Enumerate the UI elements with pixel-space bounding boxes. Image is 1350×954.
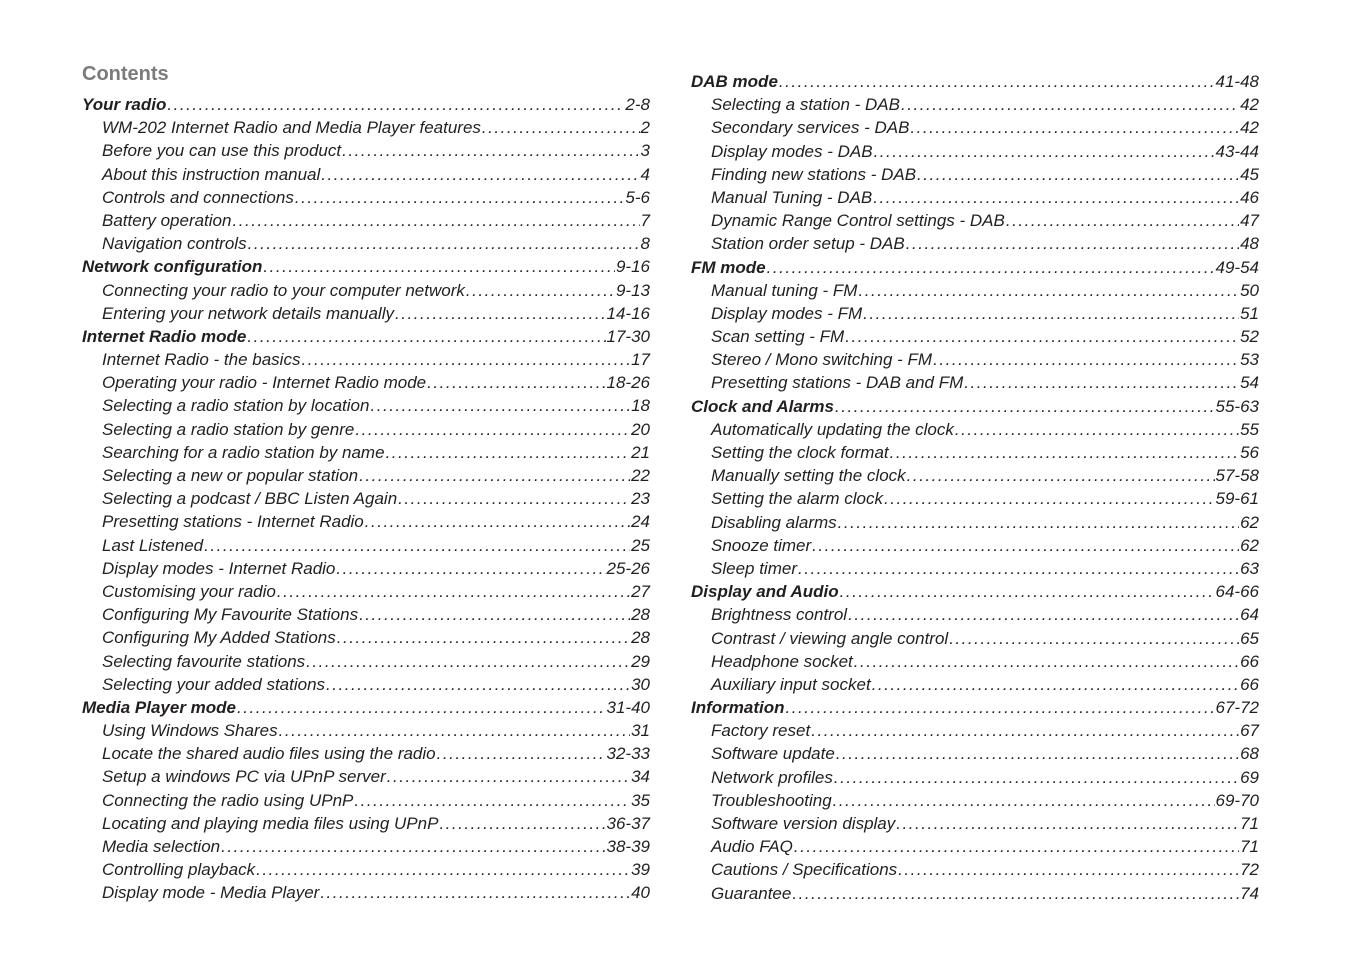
toc-entry-title: Information (691, 698, 785, 718)
toc-page-number: 38-39 (606, 837, 650, 856)
toc-entry-title: Media Player mode (82, 697, 237, 717)
toc-leader-dots (779, 70, 1215, 93)
toc-leader-dots (836, 742, 1239, 765)
toc-entry[interactable] (82, 742, 650, 765)
toc-leader-dots (786, 696, 1215, 719)
toc-entry-title: About this instruction manual (102, 164, 321, 184)
toc-entry[interactable] (82, 394, 650, 417)
toc-leader-dots (247, 325, 605, 348)
toc-page-number: 74 (1240, 883, 1259, 903)
toc-page-number: 66 (1240, 651, 1259, 671)
toc-section-entry[interactable] (691, 256, 1259, 279)
toc-entry[interactable] (82, 139, 650, 162)
toc-entry[interactable] (82, 163, 650, 186)
toc-entry-title: Guarantee (711, 883, 792, 903)
toc-entry-title: Entering your network details manually (102, 303, 394, 323)
toc-section-entry[interactable] (82, 696, 650, 719)
toc-entry[interactable] (691, 348, 1259, 371)
toc-entry-title: Cautions / Specifications (711, 860, 898, 880)
toc-leader-dots (295, 186, 625, 209)
toc-entry-title: Selecting a radio station by location (102, 396, 370, 416)
toc-leader-dots (326, 673, 630, 696)
toc-leader-dots (359, 603, 630, 626)
toc-entry[interactable] (691, 627, 1259, 650)
toc-entry[interactable] (691, 650, 1259, 673)
toc-page-number: 64 (1240, 605, 1259, 625)
toc-leader-dots (964, 371, 1239, 394)
toc-leader-dots (767, 256, 1215, 279)
toc-leader-dots (277, 580, 630, 603)
toc-leader-dots (359, 464, 630, 487)
toc-entry[interactable] (82, 603, 650, 626)
toc-entry[interactable] (691, 279, 1259, 302)
toc-page-number: 47 (1240, 211, 1259, 231)
toc-entry-title: Searching for a radio station by name (102, 442, 385, 462)
toc-entry-title: Setting the alarm clock (711, 489, 883, 509)
toc-entry[interactable] (82, 186, 650, 209)
toc-page-number: 67 (1240, 721, 1259, 741)
toc-page-number: 62 (1240, 512, 1259, 532)
toc-entry-title: Locating and playing media files using UPnP (102, 813, 439, 833)
toc-page-number: 5-6 (625, 187, 650, 207)
toc-leader-dots (840, 580, 1215, 603)
toc-page-number: 42 (1240, 95, 1259, 115)
toc-leader-dots (901, 93, 1239, 116)
toc-entry[interactable] (82, 348, 650, 371)
toc-entry-title: Configuring My Favourite Stations (102, 605, 359, 625)
toc-entry[interactable] (82, 719, 650, 742)
page-title: Contents (82, 63, 169, 85)
toc-leader-dots (398, 487, 630, 510)
toc-entry-title: Sleep timer (711, 558, 797, 578)
toc-page-number: 67-72 (1215, 698, 1259, 718)
toc-entry[interactable] (691, 789, 1259, 812)
toc-leader-dots (933, 348, 1239, 371)
toc-leader-dots (279, 719, 630, 742)
toc-page-number: 55-63 (1215, 396, 1259, 416)
toc-page-number: 62 (1240, 535, 1259, 555)
toc-entry[interactable] (82, 858, 650, 881)
toc-page-number: 27 (631, 581, 650, 601)
toc-entry-title: Your radio (82, 95, 167, 114)
toc-entry-title: FM mode (691, 257, 766, 277)
toc-entry-title: Presetting stations - DAB and FM (711, 373, 964, 393)
toc-entry[interactable] (691, 186, 1259, 209)
toc-page-number: 25-26 (606, 558, 650, 578)
toc-entry-title: Software version display (711, 814, 896, 833)
toc-entry[interactable] (691, 418, 1259, 441)
toc-page-number: 14-16 (606, 303, 650, 323)
toc-entry-title: Snooze timer (711, 535, 812, 555)
toc-entry-title: Finding new stations - DAB (711, 164, 917, 184)
toc-leader-dots (798, 557, 1239, 580)
toc-page-number: 31-40 (606, 697, 650, 717)
toc-entry[interactable] (691, 464, 1259, 487)
toc-entry-title: Selecting a new or popular station (102, 466, 359, 485)
toc-entry-title: Internet Radio - the basics (102, 350, 301, 370)
toc-entry-title: Selecting a station - DAB (711, 95, 900, 115)
toc-entry[interactable] (691, 325, 1259, 348)
toc-entry[interactable] (691, 441, 1259, 464)
toc-leader-dots (838, 511, 1239, 534)
toc-entry-title: Automatically updating the clock (711, 419, 954, 439)
toc-page-number: 46 (1240, 187, 1259, 207)
toc-page-number: 56 (1240, 443, 1259, 462)
toc-leader-dots (342, 139, 639, 162)
toc-page-number: 8 (640, 234, 650, 254)
toc-entry[interactable] (82, 510, 650, 533)
toc-section-entry[interactable] (691, 696, 1259, 719)
toc-leader-dots (949, 627, 1239, 650)
toc-entry[interactable] (691, 742, 1259, 765)
toc-page-number: 18 (631, 396, 650, 416)
toc-entry[interactable] (82, 812, 650, 835)
toc-entry-title: Last Listened (102, 535, 204, 555)
toc-entry[interactable] (691, 163, 1259, 186)
toc-entry-title: Stereo / Mono switching - FM (711, 350, 933, 370)
toc-entry[interactable] (82, 487, 650, 510)
toc-leader-dots (872, 673, 1239, 696)
toc-entry-title: Display modes - Internet Radio (102, 558, 336, 578)
toc-page-number: 28 (631, 628, 650, 648)
toc-page-number: 54 (1240, 373, 1259, 393)
toc-page-number: 69-70 (1215, 790, 1259, 810)
toc-leader-dots (321, 163, 639, 186)
toc-section-entry[interactable] (82, 255, 650, 278)
toc-page-number: 40 (631, 883, 650, 903)
toc-section-entry[interactable] (82, 325, 650, 348)
toc-entry[interactable] (82, 302, 650, 325)
toc-leader-dots (232, 209, 639, 232)
toc-entry-title: Navigation controls (102, 234, 247, 254)
toc-leader-dots (466, 279, 615, 302)
toc-entry-title: Connecting your radio to your computer network (102, 280, 465, 300)
toc-page-number: 9-16 (615, 257, 650, 277)
toc-page-number: 57-58 (1215, 466, 1259, 486)
toc-entry-title: Connecting the radio using UPnP (102, 790, 354, 810)
toc-leader-dots (833, 789, 1215, 812)
toc-section-entry[interactable] (691, 395, 1259, 418)
toc-leader-dots (792, 882, 1239, 905)
toc-leader-dots (854, 650, 1239, 673)
toc-entry-title: Disabling alarms (711, 512, 837, 532)
toc-entry-title: Selecting your added stations (102, 674, 326, 694)
toc-page-number: 7 (640, 210, 650, 230)
toc-page-number: 36-37 (606, 813, 650, 833)
toc-page-number: 53 (1240, 350, 1259, 370)
toc-entry[interactable] (691, 766, 1259, 789)
toc-page-number: 32-33 (606, 744, 650, 764)
toc-entry-title: Configuring My Added Stations (102, 628, 336, 648)
toc-column-left (82, 93, 650, 905)
toc-page-number: 21 (631, 442, 650, 462)
toc-entry[interactable] (82, 673, 650, 696)
toc-page-number: 68 (1240, 744, 1259, 764)
toc-entry[interactable] (82, 789, 650, 812)
toc-entry[interactable] (82, 534, 650, 557)
toc-leader-dots (835, 395, 1215, 418)
toc-leader-dots (427, 371, 605, 394)
toc-page-number: 17 (631, 350, 650, 370)
toc-page-number: 50 (1240, 280, 1259, 300)
toc-entry-title: Clock and Alarms (691, 396, 834, 416)
toc-page-number: 63 (1240, 558, 1259, 578)
toc-entry[interactable] (691, 302, 1259, 325)
toc-entry-title: Using Windows Shares (102, 721, 278, 741)
toc-entry[interactable] (691, 858, 1259, 881)
toc-page-number: 9-13 (615, 280, 650, 300)
toc-entry[interactable] (82, 835, 650, 858)
toc-entry[interactable] (691, 487, 1259, 510)
toc-leader-dots (301, 348, 630, 371)
toc-section-entry[interactable] (691, 70, 1259, 93)
toc-page-number: 43-44 (1215, 141, 1259, 161)
toc-page-number: 31 (631, 721, 650, 741)
toc-page-number: 22 (631, 466, 650, 485)
toc-entry[interactable] (691, 140, 1259, 163)
toc-page-number: 72 (1240, 860, 1259, 880)
toc-entry-title: Station order setup - DAB (711, 234, 905, 254)
toc-entry-title: Display mode - Media Player (102, 883, 320, 903)
toc-leader-dots (320, 881, 630, 904)
toc-leader-dots (386, 441, 631, 464)
toc-leader-dots (395, 302, 606, 325)
toc-leader-dots (354, 789, 630, 812)
toc-page-number: 23 (631, 489, 650, 509)
toc-entry-title: Setup a windows PC via UPnP server (102, 767, 386, 787)
toc-page-number: 30 (631, 674, 650, 694)
toc-entry[interactable] (691, 232, 1259, 255)
toc-page-number: 49-54 (1215, 257, 1259, 277)
toc-page-number: 34 (631, 767, 650, 787)
toc-entry-title: Factory reset (711, 721, 811, 741)
toc-page-number: 65 (1240, 628, 1259, 648)
toc-entry-title: Display modes - DAB (711, 141, 873, 161)
toc-entry[interactable] (82, 441, 650, 464)
toc-leader-dots (370, 394, 630, 417)
toc-page-number: 2 (640, 118, 650, 138)
toc-leader-dots (248, 232, 640, 255)
toc-entry-title: Selecting favourite stations (102, 651, 306, 671)
toc-leader-dots (237, 696, 606, 719)
toc-entry[interactable] (82, 371, 650, 394)
toc-page-number: 25 (631, 535, 650, 555)
toc-entry-title: Network profiles (711, 767, 833, 787)
toc-entry[interactable] (82, 626, 650, 649)
toc-leader-dots (204, 534, 630, 557)
toc-entry[interactable] (691, 673, 1259, 696)
toc-entry[interactable] (691, 812, 1259, 835)
toc-section-entry[interactable] (82, 93, 650, 116)
toc-entry[interactable] (82, 881, 650, 904)
toc-page-number: 55 (1240, 419, 1259, 439)
toc-leader-dots (811, 719, 1239, 742)
toc-leader-dots (439, 812, 605, 835)
toc-entry-title: Brightness control (711, 605, 848, 625)
toc-entry-title: Manual tuning - FM (711, 280, 858, 300)
toc-leader-dots (482, 116, 640, 139)
toc-page-number: 59-61 (1215, 489, 1259, 509)
toc-leader-dots (437, 742, 606, 765)
toc-page-number: 71 (1240, 837, 1259, 857)
toc-entry[interactable] (691, 209, 1259, 232)
toc-page-number: 51 (1240, 303, 1259, 323)
toc-entry[interactable] (82, 650, 650, 673)
toc-leader-dots (834, 766, 1239, 789)
toc-leader-dots (884, 487, 1215, 510)
toc-leader-dots (910, 116, 1239, 139)
toc-entry[interactable] (691, 719, 1259, 742)
toc-entry-title: Secondary services - DAB (711, 118, 910, 138)
toc-leader-dots (873, 186, 1239, 209)
toc-entry-title: Auxiliary input socket (711, 674, 871, 694)
toc-leader-dots (306, 650, 630, 673)
toc-entry-title: Display and Audio (691, 582, 839, 602)
toc-entry[interactable] (82, 580, 650, 603)
toc-entry-title: Display modes - FM (711, 303, 863, 323)
toc-leader-dots (898, 858, 1239, 881)
toc-page-number: 18-26 (606, 373, 650, 393)
toc-leader-dots (906, 232, 1239, 255)
toc-page-number: 52 (1240, 327, 1259, 347)
toc-entry[interactable] (691, 557, 1259, 580)
toc-entry[interactable] (691, 371, 1259, 394)
toc-entry[interactable] (82, 557, 650, 580)
toc-entry[interactable] (691, 534, 1259, 557)
toc-entry-title: Scan setting - FM (711, 327, 845, 347)
toc-leader-dots (336, 557, 605, 580)
toc-entry-title: Media selection (102, 837, 221, 856)
toc-entry-title: Internet Radio mode (82, 326, 247, 346)
toc-page-number: 29 (631, 651, 650, 671)
toc-entry-title: Before you can use this product (102, 141, 342, 161)
toc-leader-dots (365, 510, 630, 533)
toc-entry[interactable] (691, 835, 1259, 858)
toc-page-number: 41-48 (1215, 72, 1259, 91)
toc-page-number: 39 (631, 860, 650, 880)
toc-leader-dots (263, 255, 615, 278)
toc-section-entry[interactable] (691, 580, 1259, 603)
toc-page-number: 48 (1240, 234, 1259, 254)
toc-entry-title: Controls and connections (102, 187, 294, 207)
toc-page-number: 20 (631, 419, 650, 439)
toc-entry[interactable] (82, 232, 650, 255)
toc-entry[interactable] (691, 603, 1259, 626)
toc-page-number: 2-8 (625, 95, 650, 114)
toc-entry[interactable] (82, 209, 650, 232)
toc-leader-dots (890, 441, 1239, 464)
toc-column-right (691, 70, 1259, 905)
toc-page-number: 45 (1240, 164, 1259, 184)
toc-page-number: 4 (640, 164, 650, 184)
toc-page-number: 28 (631, 605, 650, 625)
toc-leader-dots (794, 835, 1239, 858)
toc-leader-dots (858, 279, 1239, 302)
toc-entry-title: Selecting a radio station by genre (102, 419, 355, 439)
toc-leader-dots (874, 140, 1215, 163)
toc-entry-title: Battery operation (102, 210, 232, 230)
toc-leader-dots (907, 464, 1215, 487)
toc-page-number: 17-30 (606, 326, 650, 346)
toc-leader-dots (387, 765, 630, 788)
toc-page-number: 69 (1240, 767, 1259, 787)
toc-entry-title: Contrast / viewing angle control (711, 628, 949, 648)
toc-entry-title: Controlling playback (102, 860, 256, 880)
toc-leader-dots (221, 835, 605, 858)
toc-entry-title: Presetting stations - Internet Radio (102, 512, 364, 532)
toc-entry-title: Operating your radio - Internet Radio mode (102, 373, 427, 393)
toc-entry-title: WM-202 Internet Radio and Media Player features (102, 118, 481, 138)
toc-entry-title: Locate the shared audio files using the radio (102, 744, 436, 764)
toc-entry[interactable] (82, 116, 650, 139)
toc-entry-title: Software update (711, 744, 835, 764)
toc-leader-dots (896, 812, 1239, 835)
toc-leader-dots (1006, 209, 1239, 232)
toc-leader-dots (167, 93, 624, 116)
toc-entry-title: Audio FAQ (711, 837, 793, 857)
toc-entry[interactable] (691, 511, 1259, 534)
toc-entry-title: Manually setting the clock (711, 466, 906, 486)
toc-leader-dots (355, 418, 630, 441)
toc-entry[interactable] (82, 418, 650, 441)
toc-entry-title: Network configuration (82, 257, 263, 277)
toc-entry[interactable] (691, 882, 1259, 905)
toc-entry[interactable] (82, 765, 650, 788)
toc-entry-title: Customising your radio (102, 581, 276, 601)
toc-page-number: 66 (1240, 674, 1259, 694)
toc-entry-title: DAB mode (691, 72, 778, 91)
toc-entry[interactable] (691, 116, 1259, 139)
toc-page-number: 3 (640, 141, 650, 161)
toc-entry-title: Selecting a podcast / BBC Listen Again (102, 489, 398, 509)
toc-leader-dots (812, 534, 1239, 557)
toc-leader-dots (337, 626, 630, 649)
toc-leader-dots (955, 418, 1239, 441)
toc-leader-dots (845, 325, 1239, 348)
toc-entry-title: Headphone socket (711, 651, 853, 671)
toc-page-number: 71 (1240, 814, 1259, 833)
toc-page-number: 42 (1240, 118, 1259, 138)
toc-page-number: 24 (631, 512, 650, 532)
toc-entry[interactable] (691, 93, 1259, 116)
toc-page-number: 64-66 (1215, 582, 1259, 602)
toc-entry[interactable] (82, 279, 650, 302)
toc-leader-dots (863, 302, 1239, 325)
toc-leader-dots (256, 858, 630, 881)
toc-entry-title: Manual Tuning - DAB (711, 187, 873, 207)
toc-page-number: 35 (631, 790, 650, 810)
toc-entry-title: Dynamic Range Control settings - DAB (711, 211, 1005, 231)
toc-entry[interactable] (82, 464, 650, 487)
toc-entry-title: Troubleshooting (711, 790, 832, 810)
toc-leader-dots (848, 603, 1239, 626)
toc-entry-title: Setting the clock format (711, 443, 889, 462)
toc-leader-dots (917, 163, 1239, 186)
